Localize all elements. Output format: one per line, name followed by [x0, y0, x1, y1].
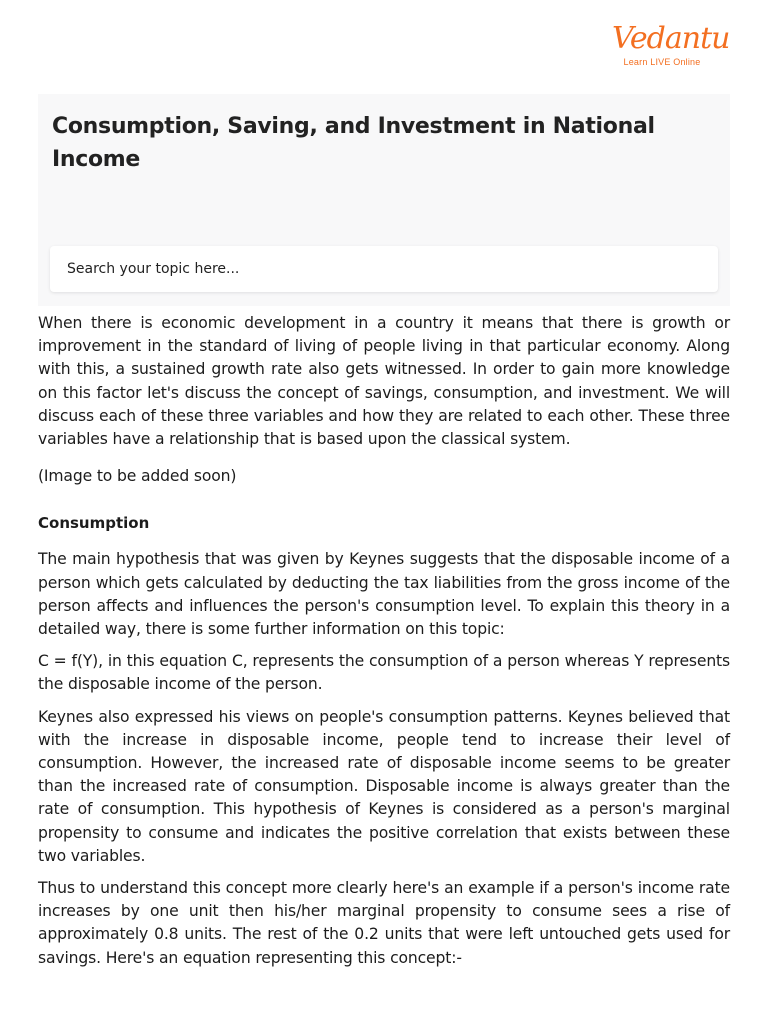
- consumption-paragraph: The main hypothesis that was given by Keynes suggests that the disposable income of a person which gets calculated by deducting the tax liabilities from the gross income of the person affects and influences the person's consumption level. To explain this theory in a detailed way, there is some further information on this topic:: [38, 550, 730, 639]
- consumption-equation-paragraph: C = f(Y), in this equation C, represents the consumption of a person whereas Y represents the disposable income of the person.: [38, 652, 730, 694]
- logo-wordmark: Vedantu: [612, 21, 730, 56]
- vedantu-logo[interactable]: [612, 21, 730, 67]
- intro-paragraph: When there is economic development in a country it means that there is growth or improvement in the standard of living of people living in that particular economy. Along with this, a sustained growth rate also gets witnessed. In order to gain more knowledge on this factor let's discuss the concept of savings, consumption, and investment. We will discuss each of these three variables and how they are related to each other. These three variables have a relationship that is based upon the classical system.: [38, 314, 730, 449]
- image-placeholder-note: (Image to be added soon): [38, 467, 237, 486]
- consumption-paragraph: Keynes also expressed his views on people's consumption patterns. Keynes believed that with the increase in disposable income, people tend to increase their level of consumption. However, the increased rate of disposable income seems to be greater than the increased rate of consumption. Disposable income is always greater than the rate of consumption. This hypothesis of Keynes is considered as a person's marginal propensity to consume and indicates the positive correlation that exists between these two variables.: [38, 707, 730, 865]
- search-input[interactable]: [65, 260, 718, 278]
- logo-tagline: Learn LIVE Online: [623, 57, 701, 67]
- section-heading-consumption: Consumption: [38, 514, 150, 533]
- page-title: Consumption, Saving, and Investment in National Income: [52, 114, 655, 172]
- consumption-paragraph: Thus to understand this concept more clearly here's an example if a person's income rate increases by one unit then his/her marginal propensity to consume sees a rise of approximately 0.8 units. The rest of the 0.2 units that were left untouched gets used for savings. Here's an equation representing this concept:-: [38, 879, 730, 967]
- title-panel: [38, 94, 730, 306]
- article-body: [38, 312, 730, 979]
- search-box[interactable]: [50, 246, 718, 292]
